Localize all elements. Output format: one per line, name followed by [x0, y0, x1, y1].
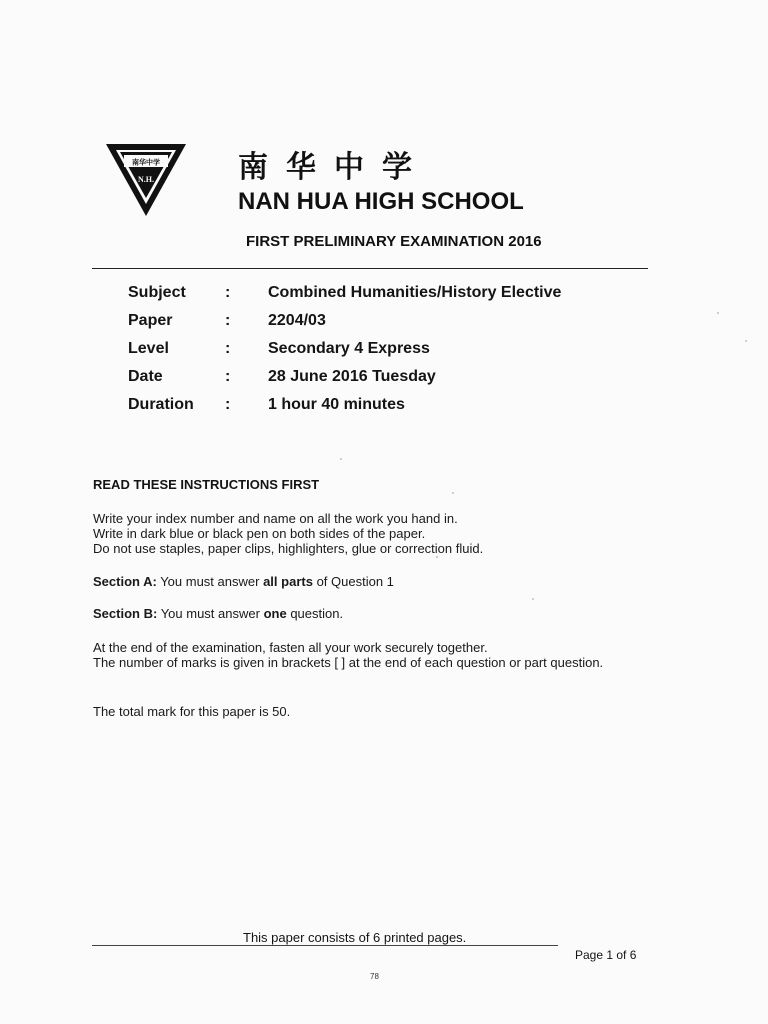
exam-title: FIRST PRELIMINARY EXAMINATION 2016 [246, 233, 542, 250]
detail-value: Combined Humanities/History Elective [268, 284, 562, 301]
instruction-line: The number of marks is given in brackets [ ] at the end of each question or part question. [93, 655, 604, 670]
detail-colon: : [225, 340, 231, 357]
total-mark-note: The total mark for this paper is 50. [93, 704, 291, 719]
detail-value: Secondary 4 Express [268, 340, 430, 357]
detail-label: Date [128, 368, 163, 385]
school-chinese-name: 南华中学 [238, 150, 430, 185]
section-a-label: Section A: [93, 574, 157, 589]
instructions-heading: READ THESE INSTRUCTIONS FIRST [93, 477, 320, 492]
detail-label: Level [128, 340, 169, 357]
section-a-text: You must answer [160, 574, 260, 589]
detail-colon: : [225, 368, 231, 385]
school-name: NAN HUA HIGH SCHOOL [238, 188, 524, 215]
section-b-text: You must answer [160, 606, 260, 621]
header-divider [92, 268, 648, 269]
page-number: Page 1 of 6 [575, 948, 637, 962]
detail-colon: : [225, 312, 231, 329]
detail-colon: : [225, 396, 231, 413]
section-b-label: Section B: [93, 606, 158, 621]
instruction-line: Write in dark blue or black pen on both sides of the paper. [93, 526, 426, 541]
scan-speck [436, 556, 438, 558]
detail-label: Duration [128, 396, 194, 413]
detail-value: 1 hour 40 minutes [268, 396, 405, 413]
scan-speck [717, 312, 719, 314]
instruction-line: Write your index number and name on all the work you hand in. [93, 511, 458, 526]
section-b-text-end: question. [290, 606, 344, 621]
print-code: 78 [370, 972, 379, 981]
detail-label: Subject [128, 284, 186, 301]
scan-speck [340, 458, 342, 460]
section-a-emphasis: all parts [263, 574, 313, 589]
scan-speck [532, 598, 534, 600]
section-b-instruction [93, 606, 343, 621]
scan-speck [452, 492, 454, 494]
detail-value: 28 June 2016 Tuesday [268, 368, 436, 385]
end-of-exam-notes [93, 640, 653, 670]
detail-colon: : [225, 284, 231, 301]
printed-pages-note: This paper consists of 6 printed pages. [243, 930, 467, 945]
crest-initials-text: N.H. [138, 175, 154, 184]
section-a-instruction [93, 574, 394, 589]
school-crest-logo [104, 142, 188, 218]
detail-value: 2204/03 [268, 312, 326, 329]
crest-chinese-text: 南华中学 [132, 158, 160, 167]
footer-divider [92, 945, 558, 946]
section-b-emphasis: one [263, 606, 287, 621]
instruction-line: At the end of the examination, fasten all your work securely together. [93, 640, 488, 655]
section-a-text-end: of Question 1 [316, 574, 394, 589]
general-instructions [93, 511, 483, 556]
scan-speck [745, 340, 747, 342]
detail-label: Paper [128, 312, 173, 329]
instruction-line: Do not use staples, paper clips, highlighters, glue or correction fluid. [93, 541, 484, 556]
